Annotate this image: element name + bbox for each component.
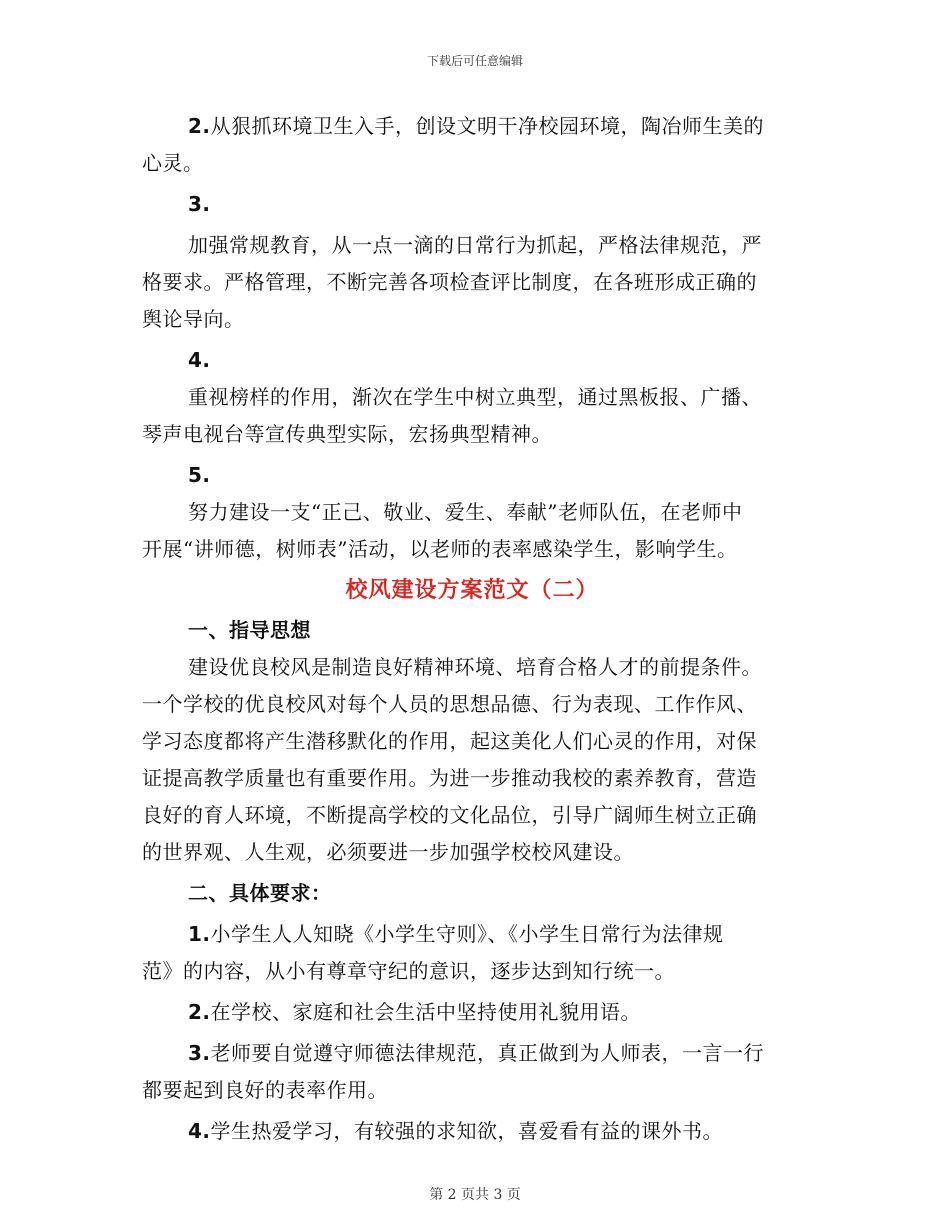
item-4-line-2: 琴声电视台等宣传典型实际，宏扬典型精神。 (142, 422, 552, 446)
item-3-number: 3. (188, 192, 211, 216)
req-3-line-1 (142, 1035, 802, 1072)
item-3-line-3: 舆论导向。 (142, 307, 245, 331)
part-1-line-5: 良好的育人环境，不断提高学校的文化品位，引导广阔师生树立正确 (142, 803, 757, 827)
part-1-line-4: 证提高教学质量也有重要作用。为进一步推动我校的素养教育，营造 (142, 766, 757, 790)
item-3-line-2: 格要求。严格管理，不断完善各项检查评比制度，在各班形成正确的 (142, 270, 757, 294)
part-1-line-2: 一个学校的优良校风对每个人员的思想品德、行为表现、工作作风、 (142, 692, 757, 716)
req-1-line-2: 范》的内容，从小有尊章守纪的意识，逐步达到知行统一。 (142, 959, 675, 983)
item-number: 3. (188, 1041, 211, 1065)
item-4-number: 4. (188, 348, 211, 372)
item-5-number: 5. (188, 463, 211, 487)
item-text: 小学生人人知晓《小学生守则》、《小学生日常行为法律规 (210, 922, 724, 946)
part-1-heading: 一、指导思想 (188, 618, 311, 642)
item-text: 在学校、家庭和社会生活中坚持使用礼貌用语。 (210, 1000, 642, 1024)
req-2-line-1 (142, 994, 802, 1031)
item-2-line-1 (142, 108, 802, 145)
req-1-line-1 (142, 916, 802, 953)
req-4-line-1 (142, 1113, 802, 1150)
part-1-line-3: 学习态度都将产生潜移默化的作用，起这美化人们心灵的作用，对保 (142, 729, 757, 753)
item-number: 4. (188, 1119, 211, 1143)
item-text: 老师要自觉遵守师德法律规范，真正做到为人师表，一言一行 (210, 1041, 765, 1065)
item-text: 从狠抓环境卫生入手，创设文明干净校园环境，陶冶师生美的 (210, 114, 765, 138)
part-2-heading: 二、具体要求： (188, 881, 332, 905)
item-text: 学生热爱学习，有较强的求知欲，喜爱看有益的课外书。 (210, 1119, 724, 1143)
item-2-line-2: 心灵。 (142, 151, 204, 175)
req-3-line-2: 都要起到良好的表率作用。 (142, 1078, 388, 1102)
page-footer: 第 2 页共 3 页 (429, 1187, 521, 1203)
section-title: 校风建设方案范文（二） (345, 577, 599, 603)
item-number: 1. (188, 922, 211, 946)
item-number: 2. (188, 1000, 211, 1024)
item-number: 2. (188, 114, 211, 138)
item-3-line-1: 加强常规教育，从一点一滴的日常行为抓起，严格法律规范，严 (188, 233, 762, 257)
part-1-line-1: 建设优良校风是制造良好精神环境、培育合格人才的前提条件。 (188, 655, 762, 679)
document-body (142, 108, 802, 1150)
page-header: 下载后可任意编辑 (426, 54, 523, 68)
part-1-line-6: 的世界观、人生观，必须要进一步加强学校校风建设。 (142, 840, 634, 864)
item-5-line-2: 开展“讲师德，树师表”活动，以老师的表率感染学生，影响学生。 (142, 537, 738, 561)
item-5-line-1: 努力建设一支“正己、敬业、爱生、奉献”老师队伍，在老师中 (188, 500, 743, 524)
item-4-line-1: 重视榜样的作用，渐次在学生中树立典型，通过黑板报、广播、 (188, 385, 762, 409)
